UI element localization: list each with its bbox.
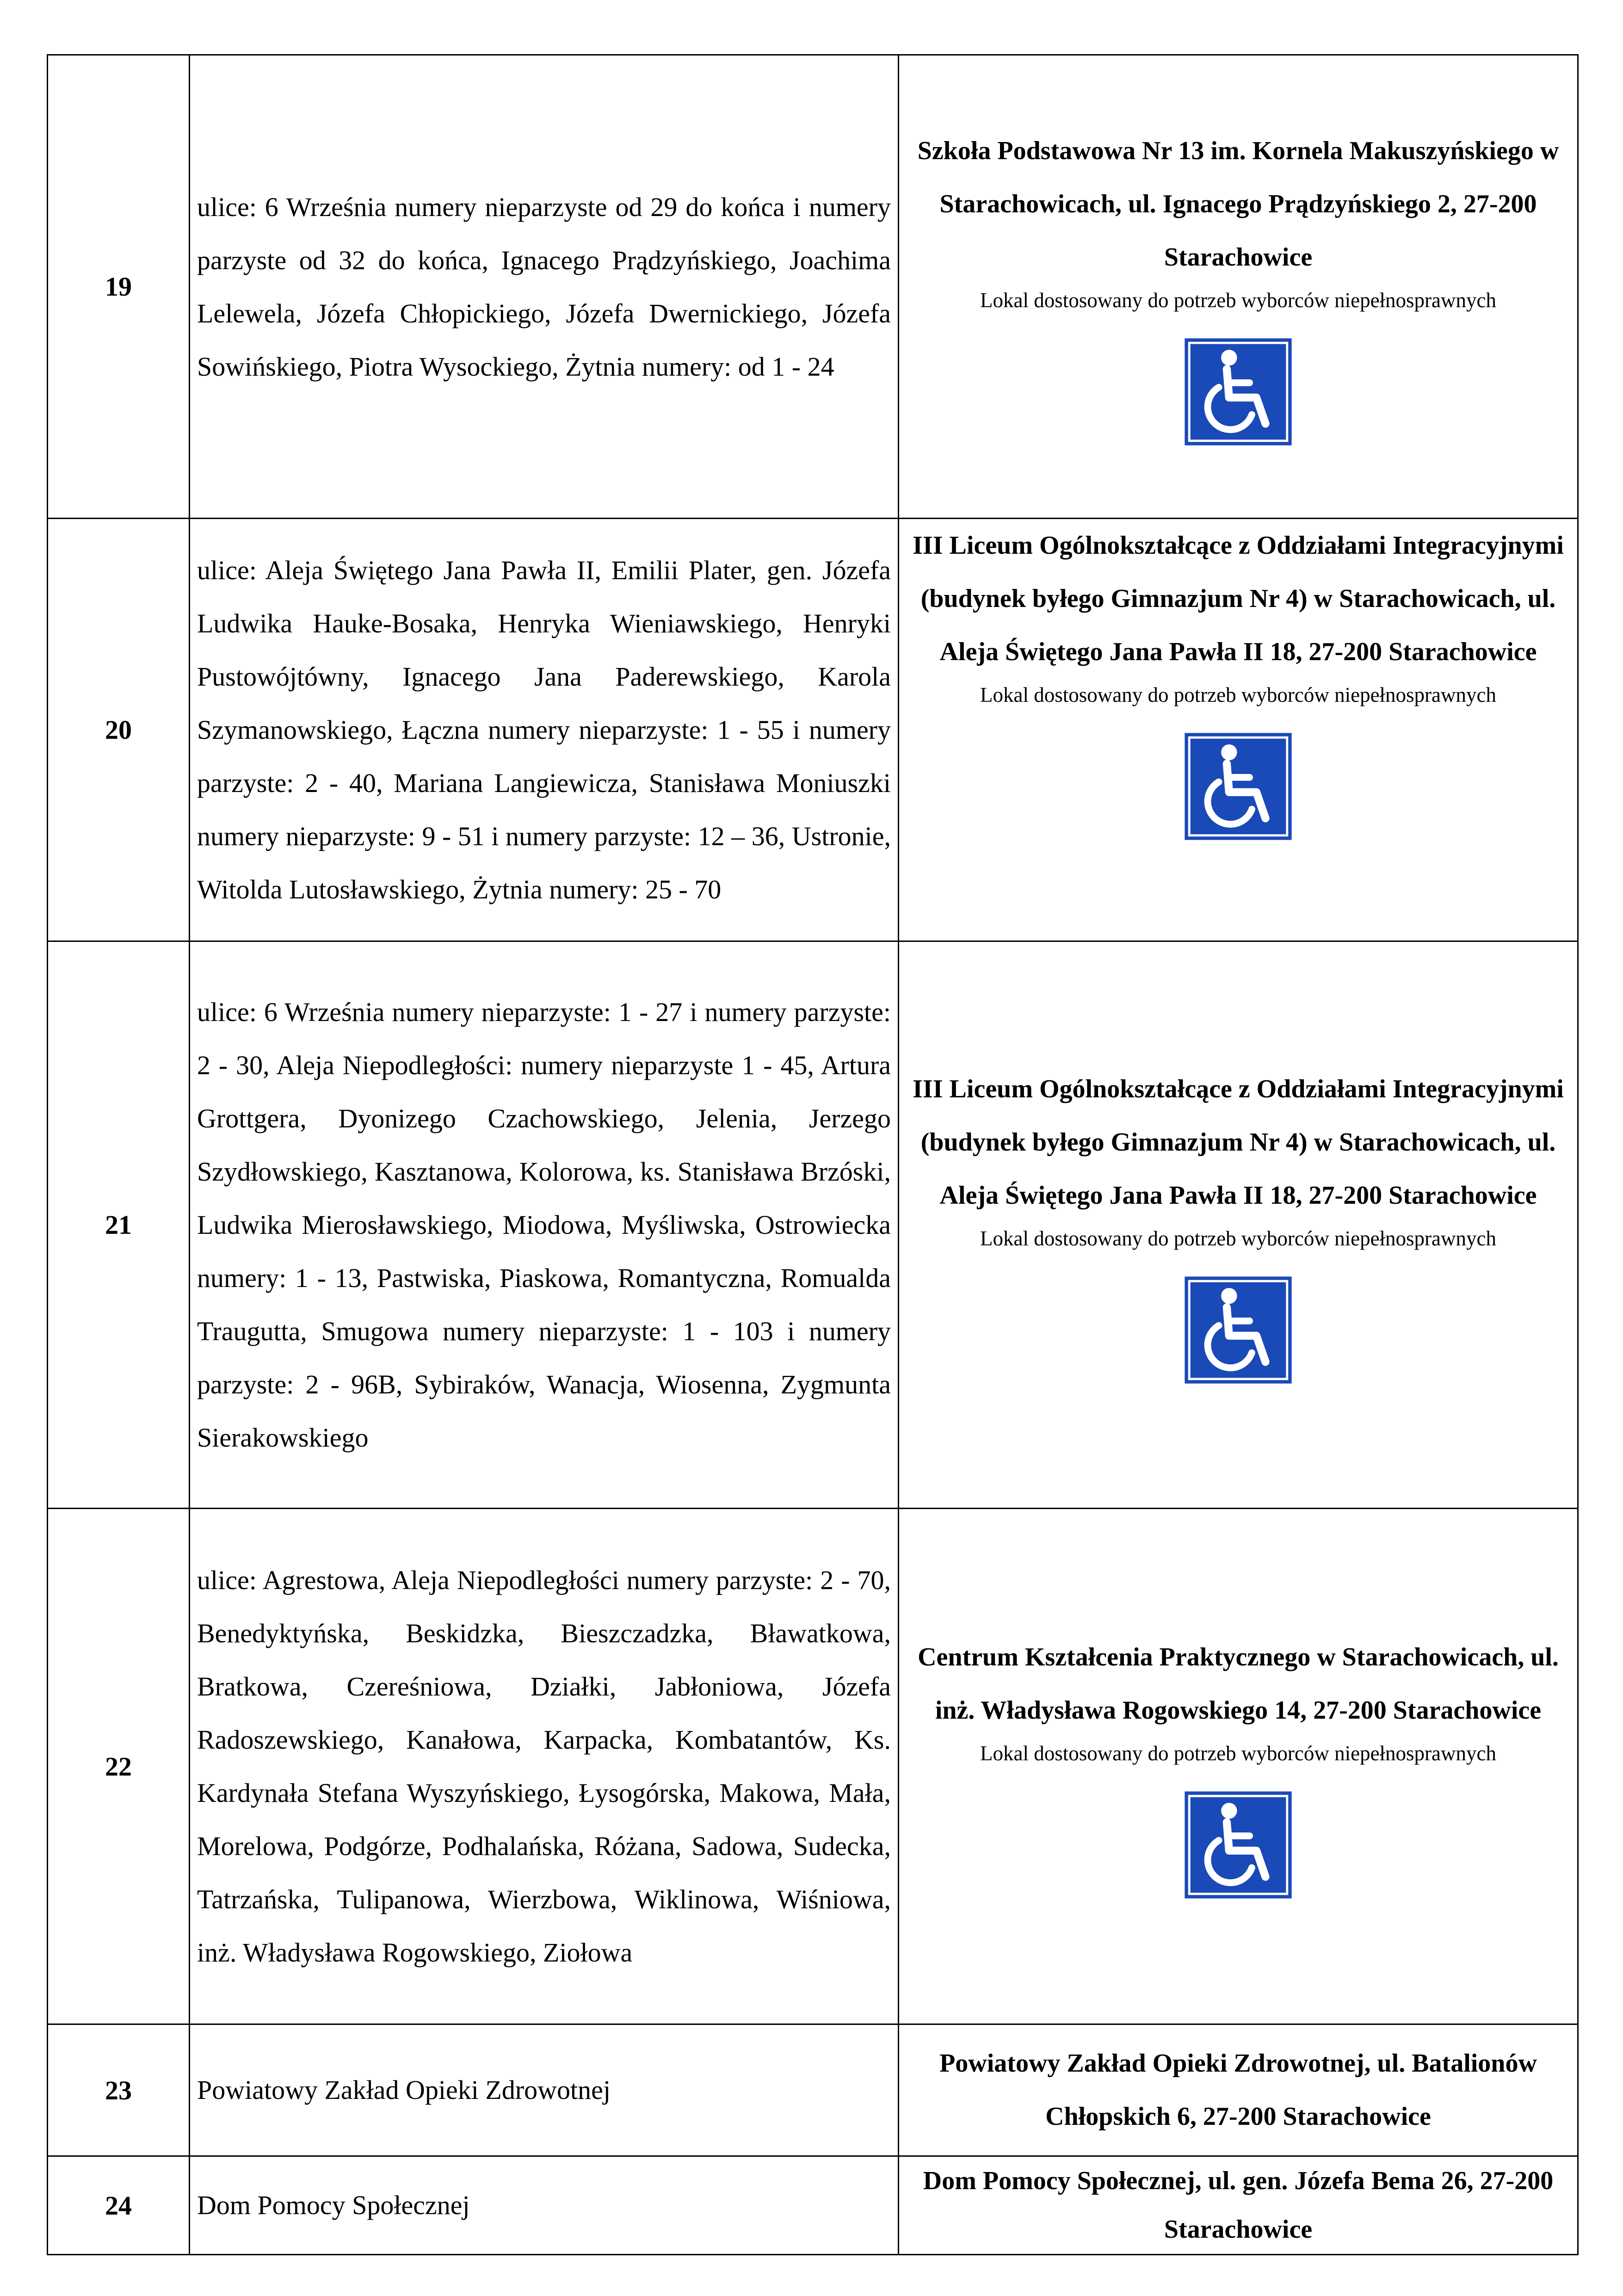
district-streets: ulice: Agrestowa, Aleja Niepodległości numery parzyste: 2 - 70, Benedyktyńska, Beskidzka, Bieszczadzka, Bławatkowa, Bratkowa, Czereśniowa, Działki, Jabłoniowa, Józefa Radoszewskiego, Kanałowa, Karpacka, Kombatantów, Ks. Kardynała Stefana Wyszyńskiego, Łysogórska, Makowa, Mała, Morelowa, Podgórze, Podhalańska, Różana, Sadowa, Sudecka, Tatrzańska, Tulipanowa, Wierzbowa, Wiklinowa, Wiśniowa, inż. Władysława Rogowskiego, Ziołowa bbox=[190, 1509, 899, 2024]
wheelchair-accessibility-icon bbox=[1181, 1788, 1295, 1902]
accessibility-note: Lokal dostosowany do potrzeb wyborców niepełnosprawnych bbox=[980, 289, 1496, 312]
polling-districts-table bbox=[47, 54, 1579, 2255]
polling-place bbox=[899, 941, 1578, 1509]
table-row bbox=[48, 519, 1578, 941]
table-row bbox=[48, 1509, 1578, 2024]
table-row bbox=[48, 2156, 1578, 2255]
table-row bbox=[48, 2024, 1578, 2156]
district-streets: ulice: 6 Września numery nieparzyste: 1 - 27 i numery parzyste: 2 - 30, Aleja Niepodległości: numery nieparzyste 1 - 45, Artura Grottgera, Dyonizego Czachowskiego, Jelenia, Jerzego Szydłowskiego, Kasztanowa, Kolorowa, ks. Stanisława Brzóski, Ludwika Mierosławskiego, Miodowa, Myśliwska, Ostrowiecka numery: 1 - 13, Pastwiska, Piaskowa, Romantyczna, Romualda Traugutta, Smugowa numery nieparzyste: 1 - 103 i numery parzyste: 2 - 96B, Sybiraków, Wanacja, Wiosenna, Zygmunta Sierakowskiego bbox=[190, 941, 899, 1509]
district-number: 19 bbox=[48, 55, 190, 519]
district-streets: ulice: Aleja Świętego Jana Pawła II, Emilii Plater, gen. Józefa Ludwika Hauke-Bosaka, Henryka Wieniawskiego, Henryki Pustowójtówny, Ignacego Jana Paderewskiego, Karola Szymanowskiego, Łączna numery nieparzyste: 1 - 55 i numery parzyste: 2 - 40, Mariana Langiewicza, Stanisława Moniuszki numery nieparzyste: 9 - 51 i numery parzyste: 12 – 36, Ustronie, Witolda Lutosławskiego, Żytnia numery: 25 - 70 bbox=[190, 519, 899, 941]
district-number: 20 bbox=[48, 519, 190, 941]
polling-place-name: Dom Pomocy Społecznej, ul. gen. Józefa Bema 26, 27-200 Starachowice bbox=[923, 2166, 1554, 2244]
district-number: 22 bbox=[48, 1509, 190, 2024]
table-row bbox=[48, 941, 1578, 1509]
accessibility-note: Lokal dostosowany do potrzeb wyborców niepełnosprawnych bbox=[980, 1227, 1496, 1250]
polling-place-name: Centrum Kształcenia Praktycznego w Starachowicach, ul. inż. Władysława Rogowskiego 14, 27-200 Starachowice bbox=[918, 1643, 1559, 1725]
wheelchair-accessibility-icon bbox=[1181, 335, 1295, 449]
polling-place-name: Powiatowy Zakład Opieki Zdrowotnej, ul. Batalionów Chłopskich 6, 27-200 Starachowice bbox=[939, 2049, 1537, 2131]
district-streets: Dom Pomocy Społecznej bbox=[190, 2156, 899, 2255]
district-number: 23 bbox=[48, 2024, 190, 2156]
district-streets: Powiatowy Zakład Opieki Zdrowotnej bbox=[190, 2024, 899, 2156]
polling-place-name: III Liceum Ogólnokształcące z Oddziałami Integracyjnymi (budynek byłego Gimnazjum Nr 4) w Starachowicach, ul. Aleja Świętego Jana Pawła II 18, 27-200 Starachowice bbox=[913, 1075, 1564, 1210]
table-row bbox=[48, 55, 1578, 519]
polling-place-name: III Liceum Ogólnokształcące z Oddziałami Integracyjnymi (budynek byłego Gimnazjum Nr 4) w Starachowicach, ul. Aleja Świętego Jana Pawła II 18, 27-200 Starachowice bbox=[913, 531, 1564, 666]
accessibility-note: Lokal dostosowany do potrzeb wyborców niepełnosprawnych bbox=[980, 683, 1496, 706]
district-number: 24 bbox=[48, 2156, 190, 2255]
district-streets: ulice: 6 Września numery nieparzyste od 29 do końca i numery parzyste od 32 do końca, Ignacego Prądzyńskiego, Joachima Lelewela, Józefa Chłopickiego, Józefa Dwernickiego, Józefa Sowińskiego, Piotra Wysockiego, Żytnia numery: od 1 - 24 bbox=[190, 55, 899, 519]
polling-place bbox=[899, 2156, 1578, 2255]
wheelchair-accessibility-icon bbox=[1181, 1273, 1295, 1387]
polling-place-name: Szkoła Podstawowa Nr 13 im. Kornela Makuszyńskiego w Starachowicach, ul. Ignacego Prądzyńskiego 2, 27-200 Starachowice bbox=[917, 136, 1559, 272]
polling-place bbox=[899, 1509, 1578, 2024]
polling-place bbox=[899, 55, 1578, 519]
polling-place bbox=[899, 2024, 1578, 2156]
district-number: 21 bbox=[48, 941, 190, 1509]
polling-place bbox=[899, 519, 1578, 941]
wheelchair-accessibility-icon bbox=[1181, 730, 1295, 843]
accessibility-note: Lokal dostosowany do potrzeb wyborców niepełnosprawnych bbox=[980, 1742, 1496, 1765]
